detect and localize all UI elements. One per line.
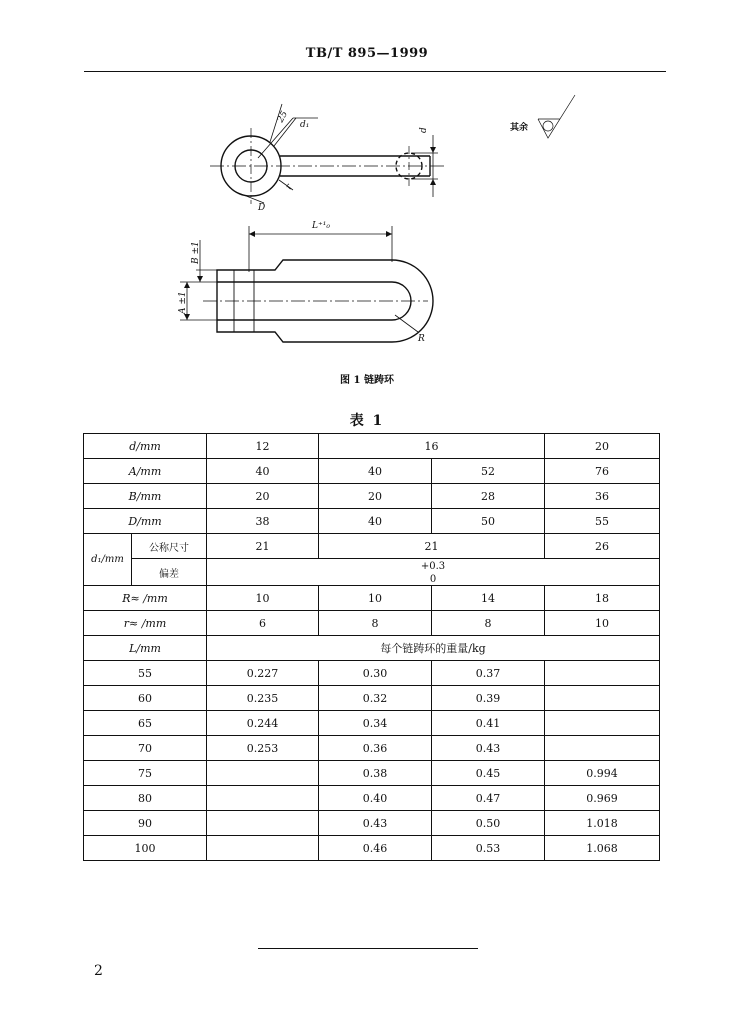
- weight-cell: [207, 761, 319, 786]
- weight-header-cell: 每个链踌环的重量/kg: [207, 636, 660, 661]
- d1-nominal-cell: 26: [545, 534, 660, 559]
- B-cell: 36: [545, 484, 660, 509]
- weight-cell: [207, 836, 319, 861]
- nominal-label-cell: 公称尺寸: [132, 534, 207, 559]
- weight-cell: 0.47: [432, 786, 545, 811]
- A-cell: 40: [207, 459, 319, 484]
- document-header-title: TB/T 895—1999: [305, 46, 429, 61]
- table-row: [84, 661, 660, 686]
- table-row: [84, 761, 660, 786]
- table-row: [84, 786, 660, 811]
- weight-cell: 0.994: [545, 761, 660, 786]
- row-d: [84, 434, 660, 459]
- L-value-cell: 100: [84, 836, 207, 861]
- table-title: 表 1: [349, 413, 385, 429]
- weight-cell: 0.39: [432, 686, 545, 711]
- r-label-cell: r≈ /mm: [84, 611, 207, 636]
- A-label: A ±1: [178, 291, 188, 314]
- d-label: d: [419, 127, 429, 133]
- d1-nominal-cell: 21: [207, 534, 319, 559]
- deviation-lower: 0: [429, 574, 437, 585]
- A-label-cell: A/mm: [84, 459, 207, 484]
- d-label-cell: d/mm: [84, 434, 207, 459]
- weight-cell: [545, 661, 660, 686]
- angle-label: 25: [275, 109, 291, 125]
- weight-cell: 0.40: [319, 786, 432, 811]
- d-cell: 16: [319, 434, 545, 459]
- D-leader: [236, 192, 264, 203]
- A-cell: 40: [319, 459, 432, 484]
- weight-cell: 0.253: [207, 736, 319, 761]
- row-D: [84, 509, 660, 534]
- row-r: [84, 611, 660, 636]
- weight-cell: [207, 811, 319, 836]
- weight-cell: [545, 736, 660, 761]
- L-label-cell: L/mm: [84, 636, 207, 661]
- d-cell: 20: [545, 434, 660, 459]
- row-R: [84, 586, 660, 611]
- r-cell: 8: [432, 611, 545, 636]
- r-label: r: [283, 182, 295, 192]
- roughness-symbol: [538, 95, 575, 138]
- r-cell: 6: [207, 611, 319, 636]
- deviation-label-cell: 偏差: [132, 559, 207, 586]
- weight-cell: [545, 711, 660, 736]
- weight-cell: [207, 786, 319, 811]
- L-value-cell: 90: [84, 811, 207, 836]
- row-d1-nominal: [84, 534, 660, 559]
- weight-cell: 0.45: [432, 761, 545, 786]
- row-d1-deviation: [84, 559, 660, 586]
- row-A: [84, 459, 660, 484]
- row-L-header: [84, 636, 660, 661]
- weight-cell: 0.969: [545, 786, 660, 811]
- page-number: 2: [94, 963, 103, 979]
- d1-nominal-cell: 21: [319, 534, 545, 559]
- L-label: L⁺¹₀: [312, 221, 330, 231]
- weight-cell: 1.068: [545, 836, 660, 861]
- L-value-cell: 80: [84, 786, 207, 811]
- weight-cell: 0.235: [207, 686, 319, 711]
- B-label: B ±1: [191, 241, 201, 264]
- deviation-value-cell: [207, 559, 660, 586]
- table-row: [84, 836, 660, 861]
- weight-cell: 0.41: [432, 711, 545, 736]
- A-cell: 76: [545, 459, 660, 484]
- table-row: [84, 711, 660, 736]
- L-value-cell: 65: [84, 711, 207, 736]
- deviation-upper: +0.3: [420, 561, 446, 572]
- d1-label: d₁: [300, 120, 310, 130]
- weight-cell: 0.38: [319, 761, 432, 786]
- D-label: D: [258, 203, 266, 213]
- top-view: [210, 95, 575, 204]
- weight-cell: 0.53: [432, 836, 545, 861]
- L-arrow-left: [249, 231, 255, 237]
- A-cell: 52: [432, 459, 545, 484]
- weight-cell: 0.43: [319, 811, 432, 836]
- figure-caption: 图 1 链踌环: [340, 375, 394, 386]
- weight-cell: 0.227: [207, 661, 319, 686]
- table-row: [84, 811, 660, 836]
- B-cell: 20: [207, 484, 319, 509]
- D-cell: 40: [319, 509, 432, 534]
- weight-cell: 0.50: [432, 811, 545, 836]
- B-cell: 28: [432, 484, 545, 509]
- L-value-cell: 75: [84, 761, 207, 786]
- weight-cell: 0.34: [319, 711, 432, 736]
- weight-cell: 0.244: [207, 711, 319, 736]
- D-cell: 50: [432, 509, 545, 534]
- side-view: [180, 226, 433, 342]
- B-arrow: [197, 276, 203, 282]
- d-arrow-bottom: [430, 179, 436, 185]
- L-arrow-right: [386, 231, 392, 237]
- R-leader: [395, 315, 418, 332]
- B-label-cell: B/mm: [84, 484, 207, 509]
- R-label: R: [418, 334, 425, 344]
- R-cell: 14: [432, 586, 545, 611]
- table-row: [84, 686, 660, 711]
- weight-cell: 0.36: [319, 736, 432, 761]
- weight-cell: 0.32: [319, 686, 432, 711]
- table-row: [84, 736, 660, 761]
- B-cell: 20: [319, 484, 432, 509]
- L-value-cell: 60: [84, 686, 207, 711]
- dimensions-weight-table: [83, 433, 660, 861]
- R-label-cell: R≈ /mm: [84, 586, 207, 611]
- weight-cell: 0.43: [432, 736, 545, 761]
- weight-cell: [545, 686, 660, 711]
- weight-cell: 1.018: [545, 811, 660, 836]
- L-value-cell: 55: [84, 661, 207, 686]
- d-arrow-top: [430, 147, 436, 153]
- L-value-cell: 70: [84, 736, 207, 761]
- R-cell: 10: [207, 586, 319, 611]
- weight-cell: 0.30: [319, 661, 432, 686]
- A-arrow-top: [184, 282, 190, 288]
- footer-rule: [258, 948, 478, 949]
- d-cell: 12: [207, 434, 319, 459]
- R-cell: 18: [545, 586, 660, 611]
- weight-rows: [84, 661, 660, 861]
- d1-label-cell: d₁/mm: [84, 534, 132, 586]
- row-B: [84, 484, 660, 509]
- D-cell: 55: [545, 509, 660, 534]
- figure-chain-link-drawing: [0, 0, 734, 400]
- r-cell: 8: [319, 611, 432, 636]
- roughness-circle: [543, 121, 553, 131]
- r-cell: 10: [545, 611, 660, 636]
- roughness-note: 其余: [510, 123, 529, 133]
- D-label-cell: D/mm: [84, 509, 207, 534]
- weight-cell: 0.37: [432, 661, 545, 686]
- R-cell: 10: [319, 586, 432, 611]
- weight-cell: 0.46: [319, 836, 432, 861]
- D-cell: 38: [207, 509, 319, 534]
